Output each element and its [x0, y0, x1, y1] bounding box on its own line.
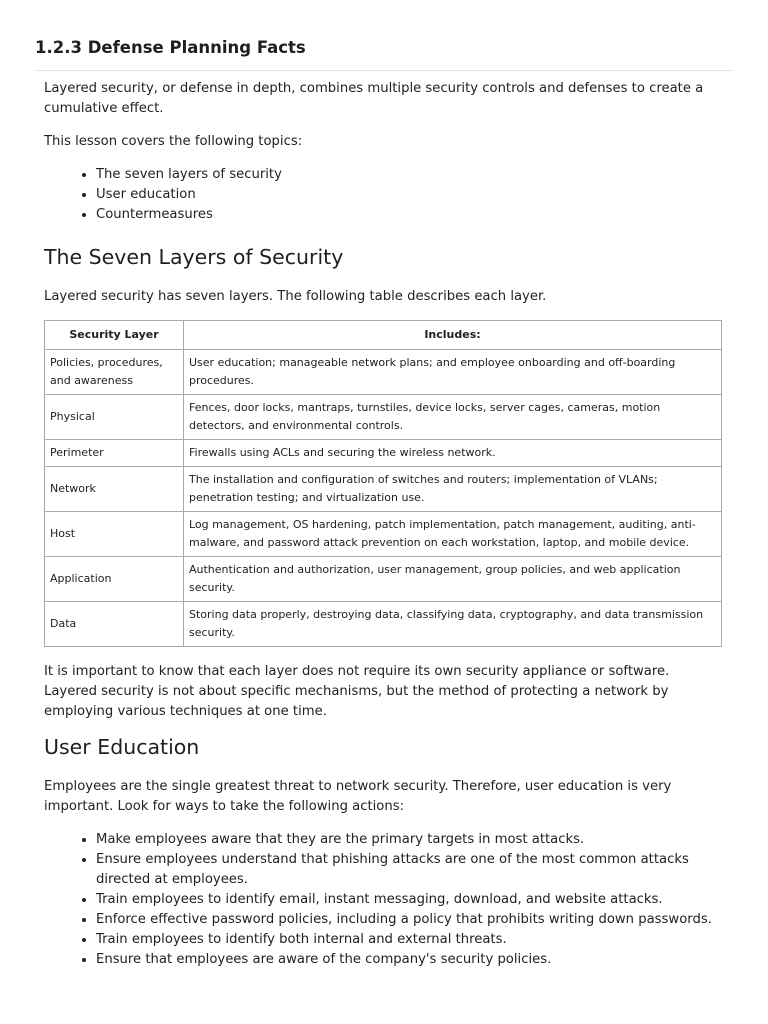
- lesson-content: [44, 79, 724, 970]
- layer-name-cell: Host: [45, 512, 184, 557]
- layer-name-cell: Network: [45, 467, 184, 512]
- seven-layers-lead: Layered security has seven layers. The following table describes each layer.: [44, 289, 547, 304]
- table-header-row: [45, 321, 722, 350]
- security-layers-table: [44, 320, 722, 647]
- list-item: • Enforce effective password policies, including a policy that prohibits writing down passwords.: [96, 910, 724, 930]
- layer-name-cell: Perimeter: [45, 440, 184, 467]
- list-item: • Ensure employees understand that phishing attacks are one of the most common attacks directed at employees.: [96, 850, 724, 890]
- layer-includes-cell: Fences, door locks, mantraps, turnstiles, device locks, server cages, cameras, motion detectors, and environmental controls.: [184, 395, 722, 440]
- layer-name-cell: Physical: [45, 395, 184, 440]
- page-title: 1.2.3 Defense Planning Facts: [35, 38, 306, 57]
- title-divider: [35, 70, 733, 71]
- after-table-paragraph: It is important to know that each layer does not require its own security appliance or software. Layered security is not about specific mechanisms, but the method of protecting a network by employing various techniques at one time.: [44, 664, 670, 719]
- table-row: [45, 440, 722, 467]
- layer-includes-cell: User education; manageable network plans; and employee onboarding and off-boarding procedures.: [184, 350, 722, 395]
- layer-includes-cell: The installation and configuration of switches and routers; implementation of VLANs; penetration testing; and virtualization use.: [184, 467, 722, 512]
- list-item: • The seven layers of security: [96, 165, 724, 185]
- layer-includes-cell: Log management, OS hardening, patch implementation, patch management, auditing, anti-malware, and password attack prevention on each workstation, laptop, and mobile device.: [184, 512, 722, 557]
- user-education-lead: Employees are the single greatest threat to network security. Therefore, user education is very important. Look for ways to take the following actions:: [44, 779, 672, 814]
- table-row: [45, 395, 722, 440]
- layer-name-cell: Application: [45, 557, 184, 602]
- column-header-security-layer: Security Layer: [45, 321, 184, 350]
- list-item: • Train employees to identify both internal and external threats.: [96, 930, 724, 950]
- list-item: • User education: [96, 185, 724, 205]
- table-row: [45, 350, 722, 395]
- layer-name-cell: Data: [45, 602, 184, 647]
- table-row: [45, 602, 722, 647]
- list-item: • Countermeasures: [96, 205, 724, 225]
- column-header-includes: Includes:: [184, 321, 722, 350]
- topics-lead: This lesson covers the following topics:: [44, 134, 303, 149]
- intro-paragraph: Layered security, or defense in depth, combines multiple security controls and defenses to create a cumulative effect.: [44, 81, 704, 116]
- table-row: [45, 512, 722, 557]
- table-row: [45, 557, 722, 602]
- layer-includes-cell: Authentication and authorization, user management, group policies, and web application security.: [184, 557, 722, 602]
- table-row: [45, 467, 722, 512]
- layer-name-cell: Policies, procedures, and awareness: [45, 350, 184, 395]
- list-item: • Make employees aware that they are the primary targets in most attacks.: [96, 830, 724, 850]
- list-item: • Ensure that employees are aware of the company's security policies.: [96, 950, 724, 970]
- section-heading-user-education: User Education: [44, 735, 200, 759]
- list-item: • Train employees to identify email, instant messaging, download, and website attacks.: [96, 890, 724, 910]
- layer-includes-cell: Firewalls using ACLs and securing the wireless network.: [184, 440, 722, 467]
- topics-list: [44, 165, 724, 225]
- user-education-actions-list: [44, 830, 724, 970]
- layer-includes-cell: Storing data properly, destroying data, classifying data, cryptography, and data transmission security.: [184, 602, 722, 647]
- section-heading-seven-layers: The Seven Layers of Security: [44, 245, 344, 269]
